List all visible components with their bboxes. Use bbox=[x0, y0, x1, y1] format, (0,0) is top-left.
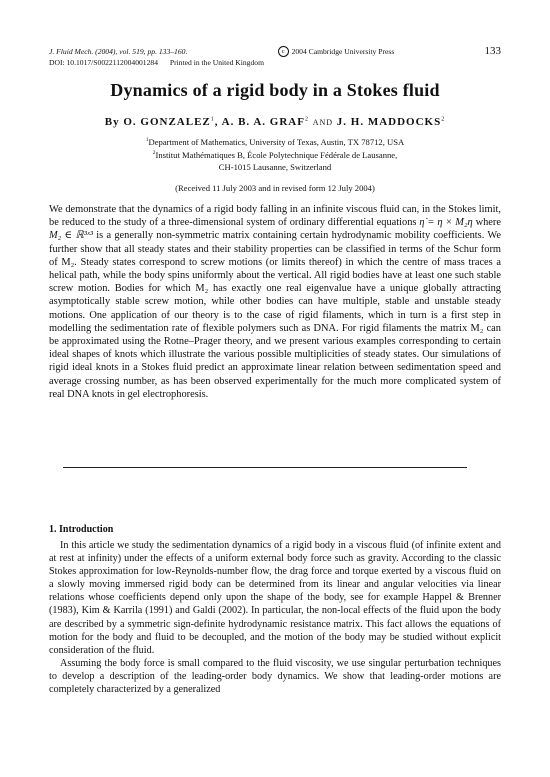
matrix-membership: M₂ ∈ ℝ³ˣ³ bbox=[49, 230, 93, 242]
author-graf: A. B. A. GRAF bbox=[221, 116, 305, 128]
abstract: We demonstrate that the dynamics of a rigid body falling in an infinite viscous fluid can, in the Stokes limit, be reduced to the study of a three-dimensional system of ordinary differential equations η̇ = η × M₂η where M₂ ∈ ℝ³ˣ³ is a generally non-symmetric matrix containing certain hydrodynamic mobility coefficients. We further show that all steady states and their stability properties can be classified in terms of the Schur form of M₂. Steady states correspond to screw motions (or limits thereof) in which the centre of mass traces a helical path, while the body spins uniformly about the vertical. All rigid bodies have at least one such stable screw motion. Bodies for which M₂ has exactly one real eigenvalue have a unique globally attracting asymptotically stable screw motion, while other bodies can have multiple, stable and unstable steady motions. One application of our theory is to the case of rigid filaments, which in turn is a first step in modelling the sedimentation rate of flexible polymers such as DNA. For rigid filaments the matrix M₂ can be approximated using the Rotne–Prager theory, and we present various examples corresponding to certain ideal shapes of knots which illustrate the various possible multiplicities of steady states. Our simulations of rigid ideal knots in a Stokes fluid predict an approximate linear relation between sedimentation speed and average crossing number, as has been observed experimentally for the much more complicated system of real DNA knots in gel electrophoresis. bbox=[49, 204, 501, 400]
affiliation-1: $^1$Department of Mathematics, University of Texas, Austin, TX 78712, USA bbox=[145, 136, 405, 147]
running-header bbox=[49, 46, 501, 68]
received-dates: (Received 11 July 2003 and in revised form 12 July 2004) bbox=[175, 183, 375, 193]
paper-title: Dynamics of a rigid body in a Stokes fluid bbox=[110, 80, 440, 100]
ode-equation: η̇ = η × M₂η bbox=[419, 217, 473, 229]
affiliation-2-line-2: CH-1015 Lausanne, Switzerland bbox=[218, 161, 332, 172]
introduction-text bbox=[49, 539, 501, 696]
paragraph: In this article we study the sedimentation dynamics of a rigid body in a viscous fluid (of infinite extent and at rest at infinity) under the effects of a uniform external body force such as gravity. According to the classic Stokes approximation for low-Reynolds-number flow, the drag force and torque exerted by a viscous fluid on a slowly moving immersed rigid body can be determined from its linear and angular velocities via linear relations whose coefficients depend only upon the shape of the body, see for example Happel & Brenner (1983), Kim & Karrila (1991) and Galdi (2002). In particular, the non-local effects of the fluid upon the body are described by a symmetric sign-definite hydrodynamic resistance matrix. This fact allows the equations of motion for the body and fluid to be decoupled, and the motion of the body may be studied without explicit consideration of the fluid. bbox=[49, 540, 501, 656]
abstract-divider bbox=[63, 467, 467, 468]
section-heading: 1. Introduction bbox=[49, 524, 114, 535]
paragraph: Assuming the body force is small compared to the fluid viscosity, we use singular perturbation techniques to develop a description of the leading-order body dynamics. We show that leading-order motions are completely characterized by a generalized bbox=[49, 657, 501, 696]
affiliations bbox=[0, 135, 550, 173]
and-label: AND bbox=[312, 118, 334, 127]
page-number: 133 bbox=[484, 45, 501, 57]
by-label: By bbox=[104, 116, 120, 128]
author-line: By O. GONZALEZ$^1$, A. B. A. GRAF$^2$ AND J. H. MADDOCKS$^2$ bbox=[104, 116, 446, 128]
journal-reference: J. Fluid Mech. (2004), vol. 519, pp. 133–160. bbox=[49, 47, 188, 56]
printed-location: Printed in the United Kingdom bbox=[169, 58, 264, 67]
copyright-icon: c bbox=[278, 46, 289, 57]
author-gonzalez: O. GONZALEZ bbox=[123, 116, 211, 128]
doi[interactable]: DOI: 10.1017/S0022112004001284 bbox=[49, 58, 158, 67]
copyright-notice: c 2004 Cambridge University Press bbox=[278, 46, 395, 57]
author-maddocks: J. H. MADDOCKS bbox=[336, 116, 442, 128]
affiliation-2: $^2$Institut Mathématiques B, École Polytechnique Fédérale de Lausanne, bbox=[152, 150, 398, 161]
